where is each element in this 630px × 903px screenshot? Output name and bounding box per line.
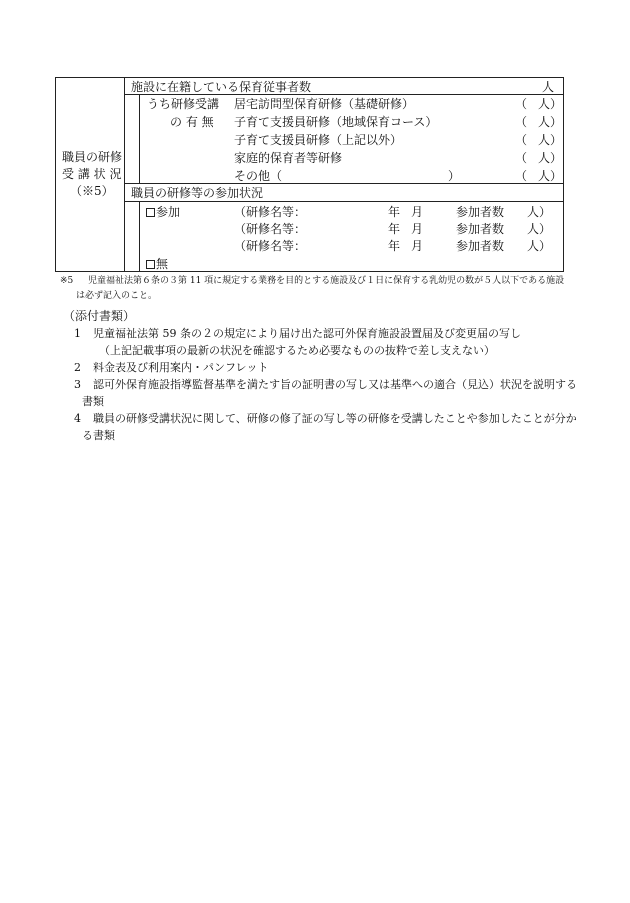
attachment-item-text: る書類 xyxy=(82,429,115,442)
attachment-item-number: 4 xyxy=(74,412,81,425)
training-row-year: 年 xyxy=(388,239,401,253)
training-item-name: 子育て支援員研修（上記以外） xyxy=(234,133,403,147)
attachment-item-text: 書類 xyxy=(82,395,104,408)
attachment-item-text: 料金表及び利用案内・パンフレット xyxy=(93,361,269,374)
training-row-name-label: （研修名等： xyxy=(234,222,307,236)
attachment-item-text: （上記記載事項の最新の状況を確認するため必要なものの抜粋で差し支えない） xyxy=(99,344,495,357)
training-item-open: （ xyxy=(515,115,528,129)
table-divider xyxy=(124,94,564,95)
training-row-count-label: 参加者数 xyxy=(456,205,505,219)
table-divider xyxy=(124,77,125,272)
training-item-name: その他（ xyxy=(234,169,283,183)
note-line1: 児童福祉法第６条の３第 11 項に規定する業務を目的とする施設及び１日に保育する乳幼児の数が５人以下である施設 xyxy=(88,276,565,286)
attachment-item-number: 1 xyxy=(74,327,81,340)
staff-count-label: 施設に在籍している保育従事者数 xyxy=(131,80,312,94)
training-row-unit: 人） xyxy=(527,222,552,236)
training-row-month: 月 xyxy=(411,205,424,219)
training-row-count-label: 参加者数 xyxy=(456,222,505,236)
checkbox-icon[interactable] xyxy=(146,260,155,269)
none-option[interactable] xyxy=(146,258,168,270)
training-row-unit: 人） xyxy=(527,239,552,253)
table-divider xyxy=(124,201,564,202)
training-item-unit: 人） xyxy=(538,151,563,165)
training-item-open: （ xyxy=(515,169,528,183)
table-divider xyxy=(139,201,140,272)
participate-option-label: 参加 xyxy=(156,205,181,219)
attachment-item-text: 認可外保育施設指導監督基準を満たす旨の証明書の写し又は基準への適合（見込）状況を説明する xyxy=(93,378,577,391)
row-label-line1: 職員の研修 xyxy=(62,150,123,164)
training-row-month: 月 xyxy=(411,222,424,236)
training-row-name-label: （研修名等： xyxy=(234,239,307,253)
attachment-item-number: 2 xyxy=(74,361,81,374)
training-row-count-label: 参加者数 xyxy=(456,239,505,253)
training-item-name: 居宅訪問型保育研修（基礎研修） xyxy=(234,97,415,111)
row-label-line2: 受 講 状 況 xyxy=(62,167,122,181)
training-item-open: （ xyxy=(515,97,528,111)
training-label-line2: の 有 無 xyxy=(170,115,214,129)
participation-label: 職員の研修等の参加状況 xyxy=(131,186,264,200)
training-item-close: ） xyxy=(448,169,461,183)
attachment-item-number: 3 xyxy=(74,378,81,391)
table-divider xyxy=(124,183,564,184)
training-row-unit: 人） xyxy=(527,205,552,219)
training-item-open: （ xyxy=(515,133,528,147)
attachment-item-text: 児童福祉法第 59 条の２の規定により届け出た認可外保育施設設置届及び変更届の写し xyxy=(93,327,521,340)
training-item-name: 子育て支援員研修（地域保育コース） xyxy=(234,115,438,129)
training-item-unit: 人） xyxy=(538,133,563,147)
staff-count-unit: 人 xyxy=(542,80,555,94)
none-option-label: 無 xyxy=(156,257,169,271)
checkbox-icon[interactable] xyxy=(146,208,155,217)
training-item-name: 家庭的保育者等研修 xyxy=(234,151,343,165)
attachment-item-text: 職員の研修受講状況に関して、研修の修了証の写し等の研修を受講したことや参加したことが分か xyxy=(93,412,577,425)
attachments-heading: （添付書類） xyxy=(63,309,136,323)
row-label-line3: （※5） xyxy=(70,184,114,198)
training-item-open: （ xyxy=(515,151,528,165)
note-line2: は必ず記入のこと。 xyxy=(76,291,158,301)
training-label-line1: うち研修受講 xyxy=(147,97,220,111)
note-mark: ※5 xyxy=(60,276,74,286)
training-row-year: 年 xyxy=(388,205,401,219)
training-item-unit: 人） xyxy=(538,97,563,111)
training-row-year: 年 xyxy=(388,222,401,236)
training-row-month: 月 xyxy=(411,239,424,253)
training-row-name-label: （研修名等： xyxy=(234,205,307,219)
training-item-unit: 人） xyxy=(538,115,563,129)
participate-option[interactable] xyxy=(146,206,180,218)
table-divider xyxy=(139,94,140,183)
training-item-unit: 人） xyxy=(538,169,563,183)
